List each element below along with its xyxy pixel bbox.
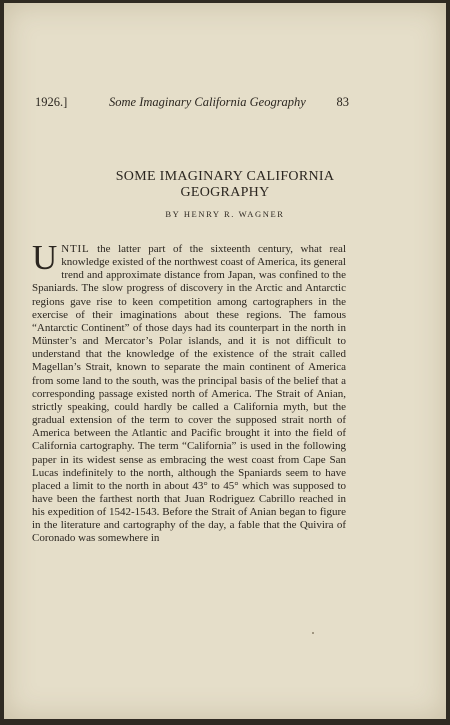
running-head-year: 1926.] [35, 95, 68, 109]
article-byline: BY HENRY R. WAGNER [165, 209, 285, 219]
article-title-line-2: GEOGRAPHY [180, 185, 270, 200]
page-number: 83 [336, 95, 349, 109]
article-title [4, 169, 446, 201]
article-body [32, 238, 346, 546]
running-head-title: Some Imaginary California Geography [109, 95, 306, 109]
book-page [4, 3, 446, 719]
drop-cap: U [32, 238, 58, 277]
paper-speck [312, 632, 314, 634]
running-head [4, 95, 446, 113]
article-title-line-1: SOME IMAGINARY CALIFORNIA [115, 169, 335, 184]
lead-word: NTIL [61, 243, 90, 255]
body-paragraph: the latter part of the sixteenth century, what real knowledge existed of the northwest coast of America, its general trend and approximate distance from Japan, was confined to the Spaniards. The slow progress of discovery in the Arctic and Antarctic regions gave rise to keen competition among cartographers in the exercise of their imaginations about these regions. The famous “Antarctic Continent” of those days had its counterpart in the north in Münster’s and Mercator’s Polar islands, and it is not difficult to understand that the knowledge of the existence of the strait called Magellan’s Strait, known to separate the main continent of America from some land to the south, was the principal basis of the belief that a corresponding passage existed north of America. The Strait of Anian, strictly speaking, could hardly be called a California myth, but the gradual extension of the term to cover the supposed strait north of America between the Atlantic and Pacific brought it into the field of California cartography. The term “California” is used in the following paper in its widest sense as embracing the west coast from Cape San Lucas indefinitely to the north, although the Spaniards seem to have placed a limit to the north in about 43° to 45° which was supposed to have been the farthest north that Juan Rodriguez Cabrillo reached in his expedition of 1542-1543. Before the Strait of Anian began to figure in the literature and cartography of the day, a fable that the Quivira of Coronado was somewhere in [32, 243, 346, 545]
